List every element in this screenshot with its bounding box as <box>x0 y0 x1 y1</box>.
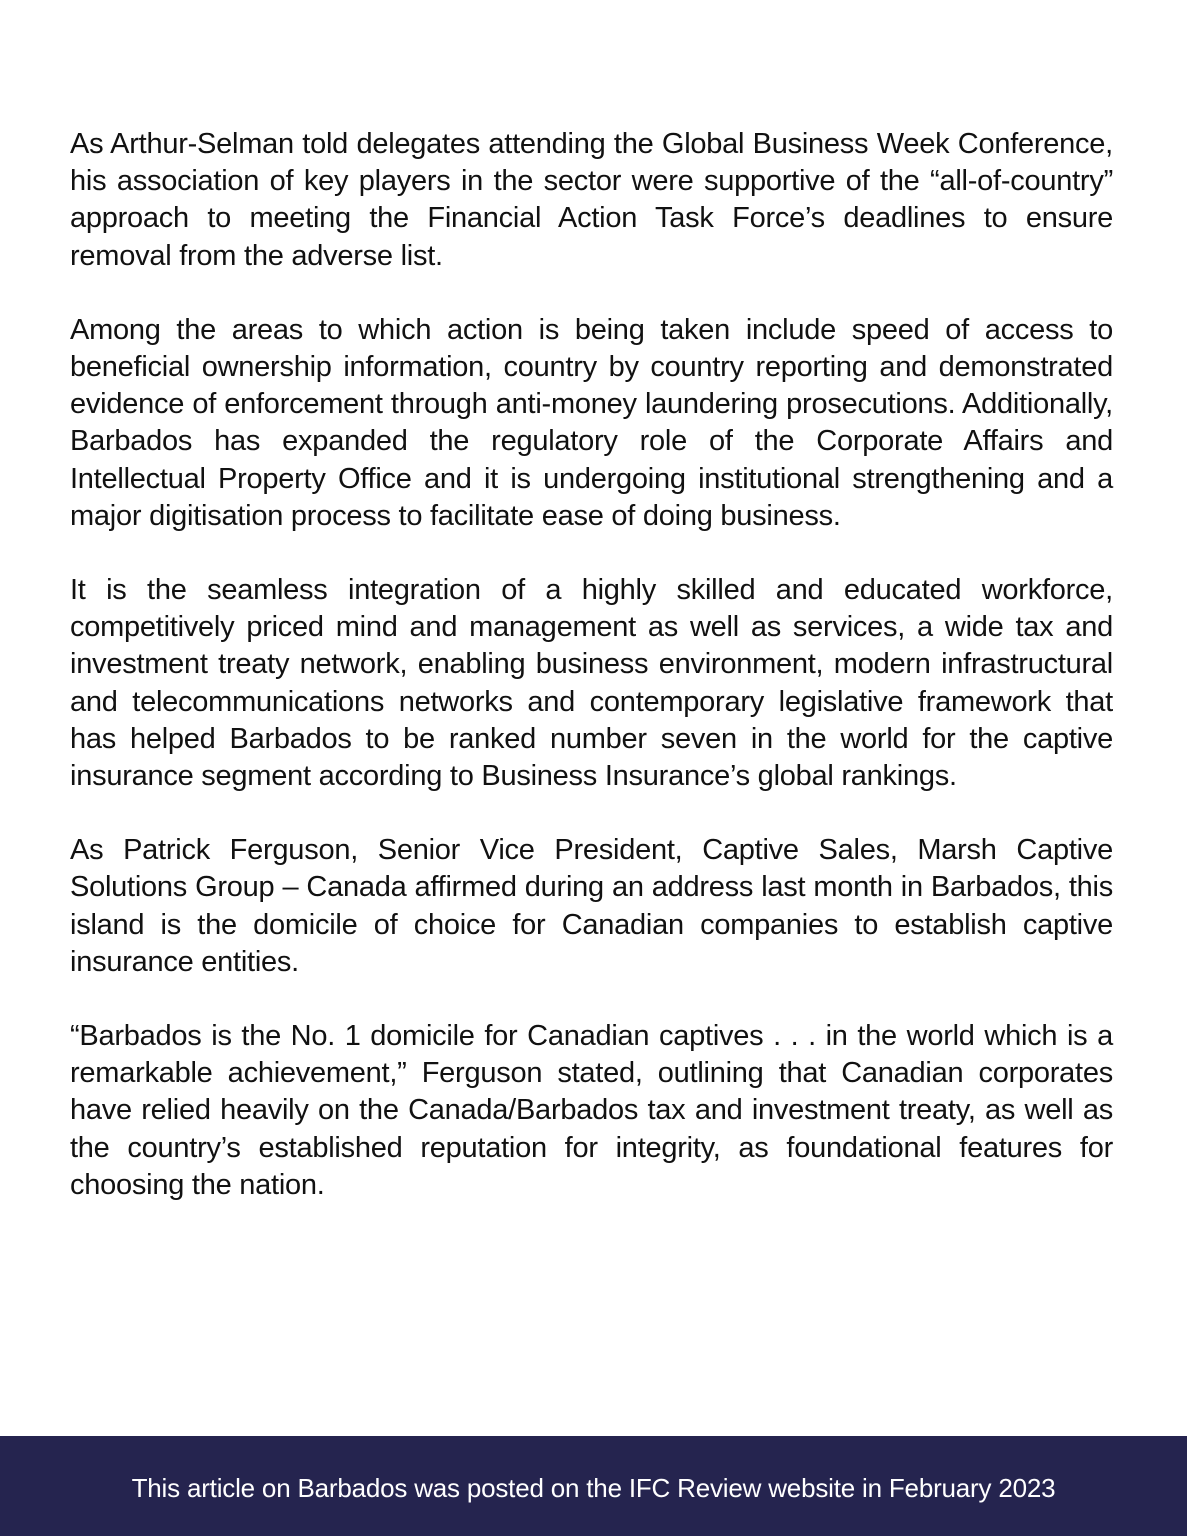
paragraph: “Barbados is the No. 1 domicile for Canadian captives . . . in the world which is a remarkable achievement,” Ferguson stated, outlining that Canadian corporates have relied heavily on the Canada/Barbados tax and investment treaty, as well as the country’s established reputation for integrity, as foundational features for choosing the nation. <box>70 1020 1113 1201</box>
paragraph: Among the areas to which action is being taken include speed of access to beneficial ownership information, country by country reporting and demonstrated evidence of enforcement through anti-money laundering prosecutions. Additionally, Barbados has expanded the regulatory role of the Corporate Affairs and Intellectual Property Office and it is undergoing institutional strengthening and a major digitisation process to facilitate ease of doing business. <box>70 313 1113 532</box>
footer-banner <box>0 1436 1187 1536</box>
paragraph: As Arthur-Selman told delegates attending the Global Business Week Conference, his association of key players in the sector were supportive of the “all-of-country” approach to meeting the Financial Action Task Force’s deadlines to ensure removal from the adverse list. <box>70 128 1113 272</box>
paragraph: As Patrick Ferguson, Senior Vice President, Captive Sales, Marsh Captive Solutions Group – Canada affirmed during an address last month in Barbados, this island is the domicile of choice for Canadian companies to establish captive insurance entities. <box>70 834 1113 978</box>
footer-text: This article on Barbados was posted on the IFC Review website in February 2023 <box>131 1473 1056 1503</box>
article-body <box>70 126 1113 1241</box>
paragraph: It is the seamless integration of a highly skilled and educated workforce, competitively priced mind and management as well as services, a wide tax and investment treaty network, enabling business environment, modern infrastructural and telecommunications networks and contemporary legislative framework that has helped Barbados to be ranked number seven in the world for the captive insurance segment according to Business Insurance’s global rankings. <box>70 574 1113 793</box>
